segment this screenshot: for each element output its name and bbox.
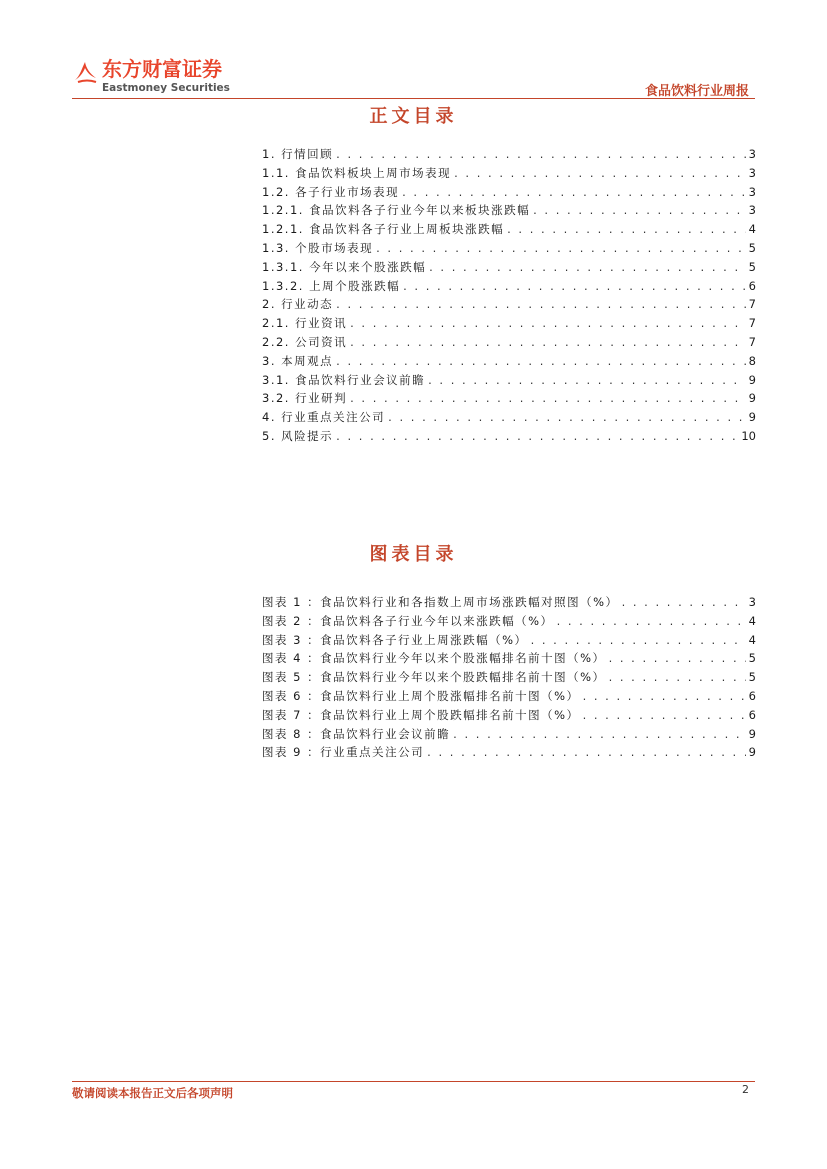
- toc-entry-page: 6: [748, 707, 756, 722]
- toc-entry[interactable]: [262, 277, 756, 296]
- toc-entry-page: 3: [748, 165, 756, 180]
- toc-entry-label: 2. 行业动态: [262, 297, 334, 312]
- main-toc-list: [262, 145, 756, 446]
- footer-divider: [72, 1081, 755, 1082]
- toc-entry-page: 7: [748, 334, 756, 349]
- figure-toc-title: 图表目录: [369, 544, 458, 565]
- toc-entry-label: 图表 7 ：食品饮料行业上周个股跌幅排名前十图（%）: [262, 707, 580, 722]
- toc-entry[interactable]: [262, 183, 756, 202]
- toc-entry[interactable]: [262, 258, 756, 277]
- footer-disclaimer: 敬请阅读本报告正文后各项声明: [72, 1086, 233, 1100]
- toc-entry[interactable]: [262, 687, 756, 706]
- toc-leader-dots: [557, 612, 746, 631]
- toc-entry-page: 4: [748, 632, 756, 647]
- toc-entry[interactable]: [262, 427, 756, 446]
- toc-entry[interactable]: [262, 239, 756, 258]
- toc-entry[interactable]: [262, 743, 756, 762]
- toc-entry[interactable]: [262, 706, 756, 725]
- toc-leader-dots: [350, 333, 746, 352]
- toc-entry-label: 图表 5 ：食品饮料行业今年以来个股跌幅排名前十图（%）: [262, 670, 606, 685]
- toc-leader-dots: [622, 593, 746, 612]
- toc-entry-page: 10: [741, 428, 756, 443]
- toc-entry-label: 2.2. 公司资讯: [262, 334, 348, 349]
- toc-entry-page: 9: [748, 410, 756, 425]
- toc-leader-dots: [454, 164, 746, 183]
- toc-entry-page: 6: [748, 688, 756, 703]
- figure-toc-list: [262, 593, 756, 762]
- toc-entry-page: 3: [748, 203, 756, 218]
- toc-entry-label: 1.3.2. 上周个股涨跌幅: [262, 278, 401, 293]
- toc-entry-page: 8: [748, 353, 756, 368]
- toc-entry-label: 2.1. 行业资讯: [262, 316, 348, 331]
- toc-leader-dots: [403, 277, 746, 296]
- toc-leader-dots: [531, 631, 746, 650]
- toc-leader-dots: [336, 145, 746, 164]
- brand-name-en: Eastmoney Securities: [102, 82, 230, 94]
- toc-leader-dots: [609, 668, 746, 687]
- brand-name-cn: 东方财富证券: [102, 57, 222, 81]
- toc-entry-label: 1.2.1. 食品饮料各子行业上周板块涨跌幅: [262, 222, 505, 237]
- toc-leader-dots: [350, 389, 746, 408]
- toc-entry-page: 4: [748, 613, 756, 628]
- toc-entry[interactable]: [262, 593, 756, 612]
- toc-entry-page: 3: [748, 595, 756, 609]
- toc-entry[interactable]: [262, 314, 756, 333]
- toc-entry[interactable]: [262, 389, 756, 408]
- toc-entry-label: 1.1. 食品饮料板块上周市场表现: [262, 165, 452, 180]
- toc-entry[interactable]: [262, 145, 756, 164]
- brand-logo: [72, 58, 242, 98]
- toc-leader-dots: [583, 687, 746, 706]
- toc-entry-page: 3: [748, 147, 756, 161]
- toc-entry[interactable]: [262, 220, 756, 239]
- toc-leader-dots: [336, 352, 746, 371]
- header-divider: [72, 98, 755, 99]
- toc-leader-dots: [453, 725, 746, 744]
- toc-entry-label: 1.2.1. 食品饮料各子行业今年以来板块涨跌幅: [262, 203, 531, 218]
- toc-entry[interactable]: [262, 668, 756, 687]
- toc-leader-dots: [609, 649, 746, 668]
- toc-entry-page: 9: [748, 745, 756, 760]
- toc-entry-page: 5: [748, 240, 756, 255]
- toc-entry[interactable]: [262, 649, 756, 668]
- toc-entry[interactable]: [262, 725, 756, 744]
- toc-leader-dots: [376, 239, 746, 258]
- toc-entry-label: 图表 3 ：食品饮料各子行业上周涨跌幅（%）: [262, 632, 528, 647]
- toc-entry-label: 1.2. 各子行业市场表现: [262, 184, 400, 199]
- toc-entry[interactable]: [262, 333, 756, 352]
- toc-entry-page: 5: [748, 259, 756, 274]
- toc-entry[interactable]: [262, 371, 756, 390]
- main-toc-title: 正文目录: [369, 106, 458, 127]
- toc-entry[interactable]: [262, 612, 756, 631]
- toc-entry-page: 3: [748, 184, 756, 199]
- toc-entry-label: 3. 本周观点: [262, 353, 334, 368]
- toc-entry[interactable]: [262, 295, 756, 314]
- toc-entry-label: 图表 1 ：食品饮料行业和各指数上周市场涨跌幅对照图（%）: [262, 595, 619, 609]
- toc-leader-dots: [429, 258, 746, 277]
- page-number: 2: [742, 1083, 749, 1096]
- toc-entry[interactable]: [262, 201, 756, 220]
- toc-entry-label: 图表 9 ：行业重点关注公司: [262, 745, 425, 760]
- toc-entry-page: 6: [748, 278, 756, 293]
- toc-entry[interactable]: [262, 352, 756, 371]
- toc-entry-label: 图表 8 ：食品饮料行业会议前瞻: [262, 726, 451, 741]
- toc-entry-label: 图表 6 ：食品饮料行业上周个股涨幅排名前十图（%）: [262, 688, 580, 703]
- toc-leader-dots: [336, 295, 746, 314]
- toc-entry-page: 7: [748, 316, 756, 331]
- toc-entry-label: 3.1. 食品饮料行业会议前瞻: [262, 372, 426, 387]
- toc-entry-page: 5: [748, 670, 756, 685]
- toc-entry-label: 1. 行情回顾: [262, 147, 334, 161]
- toc-leader-dots: [427, 743, 746, 762]
- toc-entry-label: 1.3. 个股市场表现: [262, 240, 374, 255]
- toc-leader-dots: [428, 371, 746, 390]
- toc-leader-dots: [336, 427, 738, 446]
- toc-leader-dots: [350, 314, 746, 333]
- toc-leader-dots: [388, 408, 746, 427]
- toc-entry-label: 5. 风险提示: [262, 428, 334, 443]
- toc-leader-dots: [533, 201, 746, 220]
- toc-entry-label: 1.3.1. 今年以来个股涨跌幅: [262, 259, 427, 274]
- toc-entry-page: 4: [748, 222, 756, 237]
- toc-entry-page: 9: [748, 391, 756, 406]
- toc-entry-label: 图表 2 ：食品饮料各子行业今年以来涨跌幅（%）: [262, 613, 554, 628]
- toc-leader-dots: [583, 706, 746, 725]
- report-type-label: 食品饮料行业周报: [644, 84, 749, 99]
- toc-entry[interactable]: [262, 631, 756, 650]
- toc-entry[interactable]: [262, 408, 756, 427]
- toc-entry-page: 5: [748, 651, 756, 666]
- toc-entry-page: 9: [748, 372, 756, 387]
- toc-leader-dots: [402, 183, 746, 202]
- toc-entry-page: 9: [748, 726, 756, 741]
- toc-entry[interactable]: [262, 164, 756, 183]
- toc-entry-label: 图表 4 ：食品饮料行业今年以来个股涨幅排名前十图（%）: [262, 651, 606, 666]
- toc-entry-page: 7: [748, 297, 756, 312]
- toc-entry-label: 3.2. 行业研判: [262, 391, 348, 406]
- eastmoney-logo-icon: [72, 58, 98, 84]
- toc-entry-label: 4. 行业重点关注公司: [262, 410, 386, 425]
- toc-leader-dots: [507, 220, 746, 239]
